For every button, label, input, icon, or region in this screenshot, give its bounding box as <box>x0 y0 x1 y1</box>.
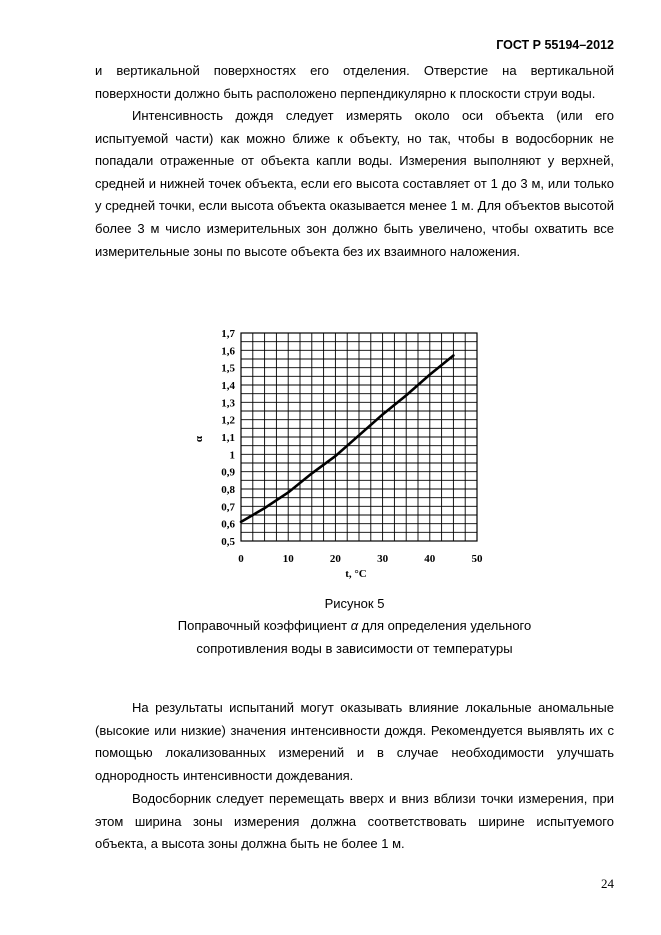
y-tick-label: 0,7 <box>221 501 235 514</box>
x-tick-label: 40 <box>424 553 436 565</box>
x-tick-label: 10 <box>282 553 294 565</box>
x-tick-labels <box>238 553 483 565</box>
caption-text-pre: Поправочный коэффициент <box>177 618 351 633</box>
paragraph-rain-intensity: Интенсивность дождя следует измерять около оси объекта (или его испытуемой части) как можно ближе к объекту, но так, чтобы в водосборник не попадали отраженные от объекта капли воды. Измерения выполняют у верхней, средней и нижней точек объекта, если его высота составляет от 1 до 3 м, или только у средней точки, если высота объекта оказывается менее 1 м. Для объектов высотой более 3 м число измерительных зон должно быть увеличено, чтобы охватить все измерительные зоны по высоте объекта без их взаимного наложения. <box>95 108 614 259</box>
x-axis-label: t, °C <box>345 568 367 580</box>
y-tick-label: 1,2 <box>221 414 235 427</box>
paragraph-collector-movement: Водосборник следует перемещать вверх и вниз вблизи точки измерения, при этом ширина зоны измерения должна соответствовать ширине испытуемого объекта, а высота зоны должна быть не более 1 м. <box>95 791 614 852</box>
y-tick-label: 0,5 <box>221 536 235 548</box>
figure-caption-line2: сопротивления воды в зависимости от температуры <box>196 641 513 656</box>
alpha-temperature-chart <box>190 322 490 584</box>
y-tick-label: 0,6 <box>221 518 235 531</box>
y-tick-label: 1,4 <box>221 380 235 392</box>
y-tick-labels <box>221 328 235 548</box>
y-axis-label: α <box>193 435 205 443</box>
x-tick-label: 50 <box>471 553 483 565</box>
paragraph-local-anomalies: На результаты испытаний могут оказывать влияние локальные аномальные (высокие или низкие) значения интенсивности дождя. Рекомендуется выявлять их с помощью локализованных измерений и в случае необходимости улучшать однородность интенсивности дождевания. <box>95 700 614 783</box>
caption-text-post: для определения удельного <box>358 618 532 633</box>
page-number: 24 <box>601 876 614 891</box>
y-tick-label: 1,7 <box>221 328 235 340</box>
y-tick-label: 1 <box>229 449 235 462</box>
y-tick-label: 1,5 <box>221 362 235 375</box>
y-tick-label: 1,6 <box>221 345 235 358</box>
figure-caption-line1 <box>95 614 614 638</box>
document-code: ГОСТ Р 55194–2012 <box>496 38 614 52</box>
x-tick-label: 30 <box>377 553 389 565</box>
caption-alpha-symbol: α <box>350 618 359 633</box>
y-tick-label: 1,3 <box>221 397 235 410</box>
y-tick-label: 0,9 <box>221 466 235 479</box>
paragraph-continuation: и вертикальной поверхностях его отделения. Отверстие на вертикальной поверхности должно быть расположено перпендикулярно к плоскости струи воды. <box>95 63 614 101</box>
y-tick-label: 0,8 <box>221 484 235 496</box>
x-tick-label: 0 <box>238 553 244 565</box>
figure-label: Рисунок 5 <box>324 596 385 611</box>
x-tick-label: 20 <box>329 553 341 565</box>
y-tick-label: 1,1 <box>221 432 235 444</box>
